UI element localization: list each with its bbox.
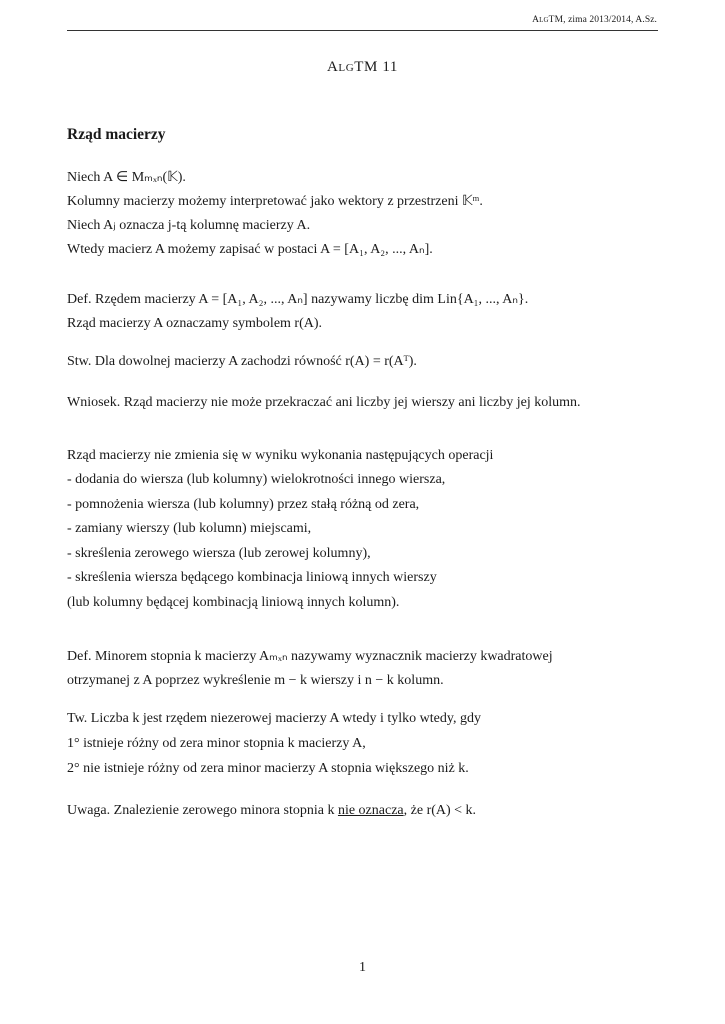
running-header [532,15,657,25]
page-number: 1 [359,960,366,975]
text-line: (lub kolumny będącej kombinacją liniową innych kolumn). [67,595,400,610]
text-line: 2° nie istnieje różny od zera minor macierzy A stopnia większego niż k. [67,761,469,776]
page-title: AlgTM 11 [327,59,398,75]
text-line: - zamiany wierszy (lub kolumn) miejscami, [67,521,312,536]
text-line: - dodania do wiersza (lub kolumny) wielokrotności innego wiersza, [67,472,446,487]
header-rest: , zima 2013/2014, A.Sz. [563,15,657,25]
text-line: Def. Minorem stopnia k macierzy Aₘₓₙ nazywamy wyznacznik macierzy kwadratowej [67,649,553,664]
text-line: Wniosek. Rząd macierzy nie może przekraczać ani liczby jej wierszy ani liczby jej kolumn. [67,395,581,410]
text-line: - skreślenia wiersza będącego kombinacja liniową innych wierszy [67,570,437,585]
text-line: 1° istnieje różny od zera minor stopnia k macierzy A, [67,736,366,751]
text-line: Tw. Liczba k jest rzędem niezerowej macierzy A wtedy i tylko wtedy, gdy [67,711,481,726]
header-rule [67,30,658,31]
text-line: Niech A ∈ Mₘₓₙ(𝕂). [67,170,186,185]
text-line: Niech Aⱼ oznacza j-tą kolumnę macierzy A. [67,218,311,233]
section-heading: Rząd macierzy [67,126,166,143]
text-line: Wtedy macierz A możemy zapisać w postaci A = [A₁, A₂, ..., Aₙ]. [67,242,433,257]
header-course: AlgTM [532,15,564,25]
text-line: otrzymanej z A poprzez wykreślenie m − k wierszy i n − k kolumn. [67,673,444,688]
text-line: Kolumny macierzy możemy interpretować jako wektory z przestrzeni 𝕂ᵐ. [67,194,483,209]
note-text-after: , że r(A) < k. [403,803,477,818]
text-line: - pomnożenia wiersza (lub kolumny) przez stałą różną od zera, [67,497,420,512]
text-line: Rząd macierzy A oznaczamy symbolem r(A). [67,316,323,331]
note-paragraph [67,802,476,820]
text-line: Rząd macierzy nie zmienia się w wyniku wykonania następujących operacji [67,448,494,463]
note-underlined-text: nie oznacza [337,803,404,818]
text-line: - skreślenia zerowego wiersza (lub zerowej kolumny), [67,546,371,561]
text-line: Def. Rzędem macierzy A = [A₁, A₂, ..., Aₙ] nazywamy liczbę dim Lin{A₁, ..., Aₙ}. [67,292,529,307]
text-line: Stw. Dla dowolnej macierzy A zachodzi równość r(A) = r(Aᵀ). [67,354,417,369]
note-text-before: Uwaga. Znalezienie zerowego minora stopnia k [67,803,338,818]
